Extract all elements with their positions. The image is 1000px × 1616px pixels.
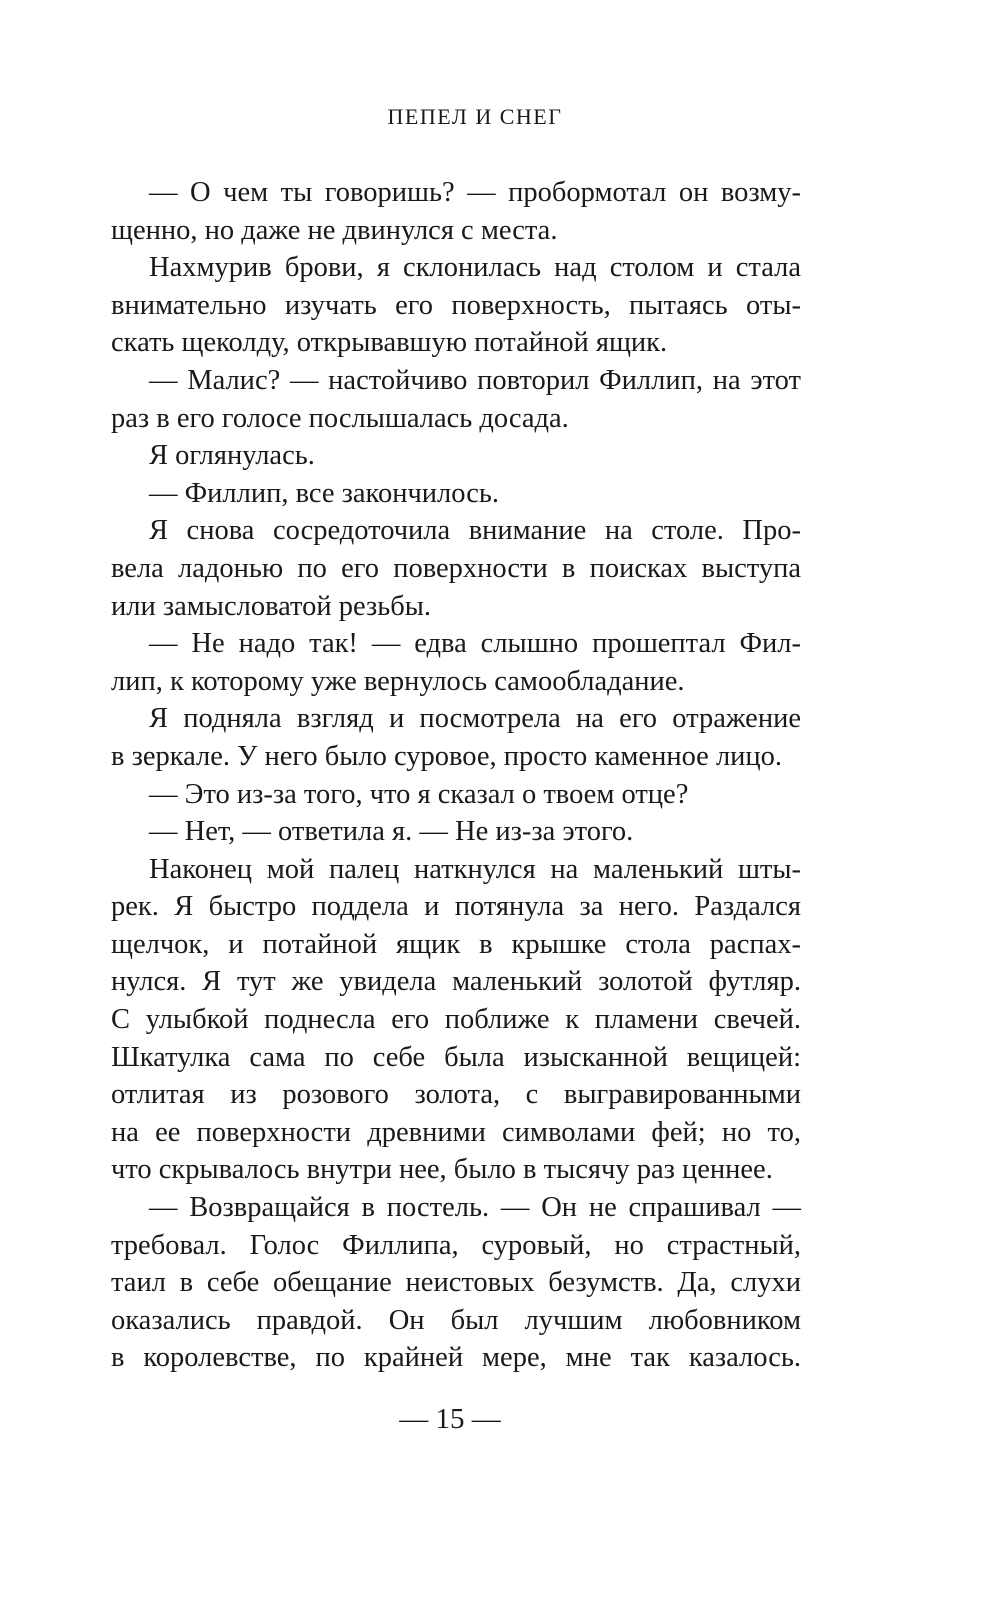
text-line: вела ладонью по его поверхности в поисках выступа — [111, 552, 801, 584]
text-line: щенно, но даже не двинулся с места. — [111, 214, 558, 246]
text-line: рек. Я быстро поддела и потянула за него. Раздался — [111, 891, 801, 923]
text-line: раз в его голосе послышалась досада. — [111, 402, 569, 434]
text-line: Шкатулка сама по себе была изысканной вещицей: — [111, 1041, 801, 1073]
text-line: — Не надо так! — едва слышно прошептал Фил- — [149, 628, 801, 660]
text-line: внимательно изучать его поверхность, пытаясь оты- — [111, 289, 801, 321]
text-line: нулся. Я тут же увидела маленький золотой футляр. — [111, 966, 801, 998]
text-line: Я оглянулась. — [149, 440, 315, 472]
text-line: Я снова сосредоточила внимание на столе. Про- — [149, 515, 801, 547]
text-line: — Возвращайся в постель. — Он не спрашивал — — [149, 1192, 801, 1224]
page-number: — 15 — — [399, 1403, 501, 1435]
text-line: С улыбкой поднесла его поближе к пламени свечей. — [111, 1004, 801, 1036]
text-line: скать щеколду, открывавшую потайной ящик. — [111, 327, 668, 359]
text-line: требовал. Голос Филлипа, суровый, но страстный, — [111, 1229, 801, 1261]
text-line: в зеркале. У него было суровое, просто каменное лицо. — [111, 740, 783, 772]
body-text — [111, 174, 801, 1377]
running-head: ПЕПЕЛ И СНЕГ — [387, 104, 563, 129]
text-line: — Филлип, все закончилось. — [149, 477, 500, 509]
text-line: или замысловатой резьбы. — [111, 590, 432, 622]
text-line: — Нет, — ответила я. — Не из-за этого. — [149, 816, 634, 848]
text-line: Я подняла взгляд и посмотрела на его отражение — [149, 703, 801, 735]
text-line: таил в себе обещание неистовых безумств. Да, слухи — [111, 1267, 801, 1299]
text-line: — О чем ты говоришь? — пробормотал он возму- — [149, 177, 801, 208]
text-line: оказались правдой. Он был лучшим любовником — [111, 1304, 801, 1336]
text-line: лип, к которому уже вернулось самообладание. — [111, 665, 685, 697]
text-line: Нахмурив брови, я склонилась над столом и стала — [149, 252, 801, 284]
text-line: щелчок, и потайной ящик в крышке стола распах- — [111, 928, 801, 960]
text-line: — Малис? — настойчиво повторил Филлип, на этот — [149, 364, 801, 396]
text-line: на ее поверхности древними символами фей; но то, — [111, 1116, 801, 1148]
text-line: что скрывалось внутри нее, было в тысячу раз ценнее. — [111, 1154, 773, 1186]
text-line: Наконец мой палец наткнулся на маленький шты- — [149, 853, 801, 885]
text-line: в королевстве, по крайней мере, мне так казалось. — [111, 1342, 801, 1374]
text-line: — Это из-за того, что я сказал о твоем отце? — [149, 778, 689, 810]
text-line: отлитая из розового золота, с выгравированными — [111, 1079, 801, 1111]
